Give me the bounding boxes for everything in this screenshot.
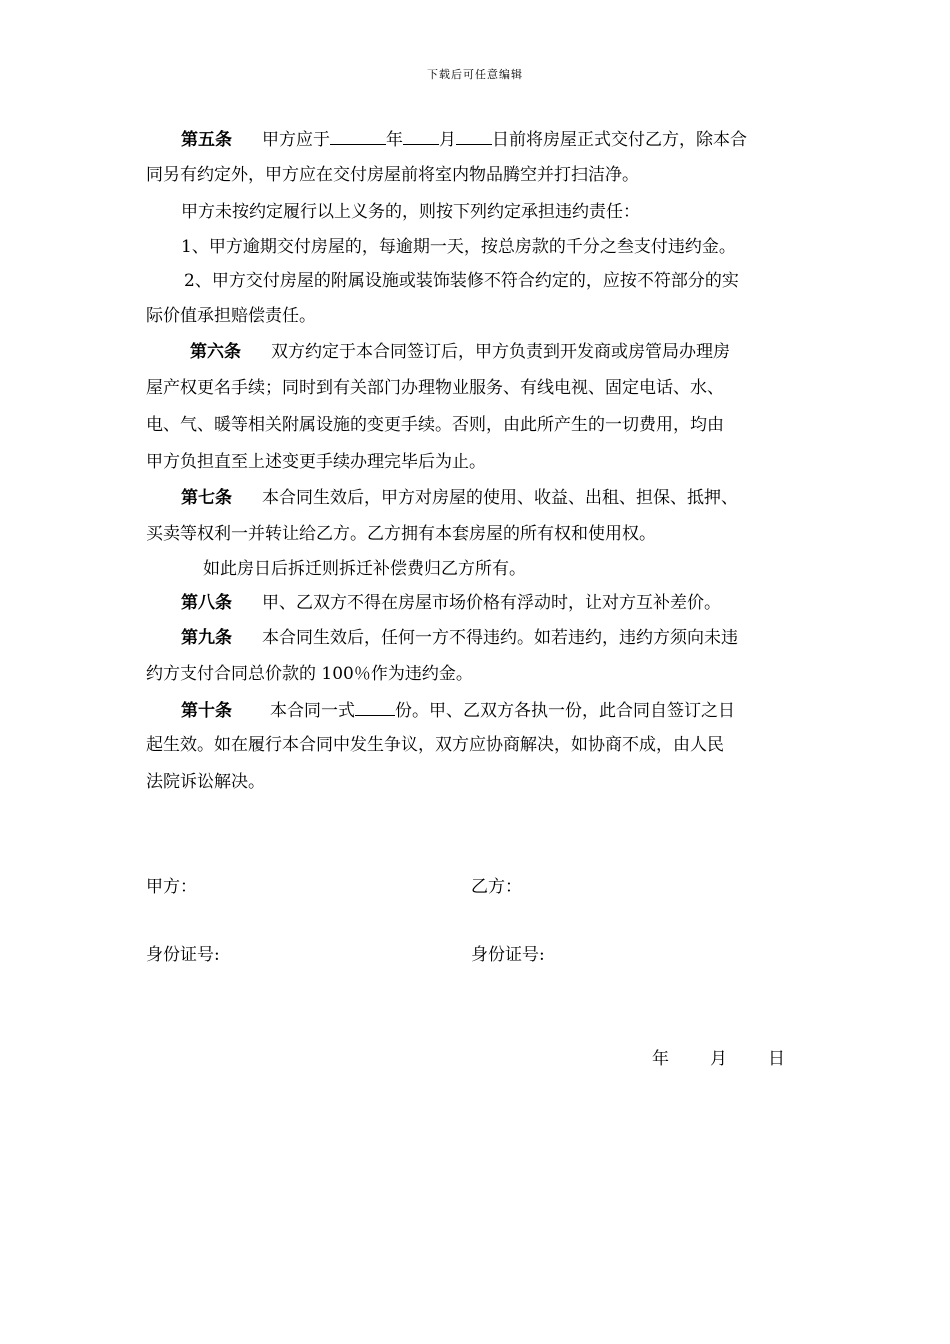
page-header: 下载后可任意编辑 <box>427 68 523 81</box>
article-9-line-1 <box>181 628 738 648</box>
month-blank[interactable] <box>403 128 439 145</box>
article-7-line-1 <box>181 488 738 508</box>
article-10-line-1 <box>181 699 735 721</box>
article-6-title: 第六条 <box>190 342 241 362</box>
article-5-line-1 <box>181 128 747 150</box>
article-9-text: 本合同生效后，任何一方不得违约。如若违约，违约方须向未违 <box>262 628 738 648</box>
year-label: 年 <box>386 130 403 150</box>
article-6-line-2: 屋产权更名手续；同时到有关部门办理物业服务、有线电视、固定电话、水、 <box>146 378 724 398</box>
article-5-text-cont: 日前将房屋正式交付乙方，除本合 <box>492 130 747 150</box>
party-b-id-label: 身份证号: <box>471 945 545 965</box>
article-10-line-3: 法院诉讼解决。 <box>146 772 265 792</box>
article-10-line-2: 起生效。如在履行本合同中发生争议，双方应协商解决，如协商不成，由人民 <box>146 735 724 755</box>
month-label: 月 <box>439 130 456 150</box>
article-6-line-1 <box>190 342 730 362</box>
article-6-line-4: 甲方负担直至上述变更手续办理完毕后为止。 <box>146 452 486 472</box>
day-blank[interactable] <box>456 128 492 145</box>
article-10-text-cont: 份。甲、乙双方各执一份，此合同自签订之日 <box>395 701 735 721</box>
article-7-line-3: 如此房日后拆迁则拆迁补偿费归乙方所有。 <box>203 559 526 579</box>
article-6-line-3: 电、气、暖等相关附属设施的变更手续。否则，由此所产生的一切费用，均由 <box>146 415 724 435</box>
article-8-title: 第八条 <box>181 593 232 613</box>
article-10-text: 本合同一式 <box>270 701 355 721</box>
article-9-line-2: 约方支付合同总价款的 100％作为违约金。 <box>146 664 473 684</box>
article-7-text: 本合同生效后，甲方对房屋的使用、收益、出租、担保、抵押、 <box>262 488 738 508</box>
article-5-line-2: 同另有约定外，甲方应在交付房屋前将室内物品腾空并打扫洁净。 <box>146 165 639 185</box>
article-8-text: 甲、乙双方不得在房屋市场价格有浮动时，让对方互补差价。 <box>262 593 721 613</box>
copies-blank[interactable] <box>355 699 395 716</box>
article-5-line-5: 2、甲方交付房屋的附属设施或装饰装修不符合约定的，应按不符部分的实 <box>184 271 739 291</box>
party-a-label: 甲方： <box>146 877 197 897</box>
article-5-line-6: 际价值承担赔偿责任。 <box>146 306 316 326</box>
article-5-title: 第五条 <box>181 130 232 150</box>
article-8-line-1 <box>181 593 721 613</box>
article-6-text: 双方约定于本合同签订后，甲方负责到开发商或房管局办理房 <box>271 342 730 362</box>
article-7-line-2: 买卖等权利一并转让给乙方。乙方拥有本套房屋的所有权和使用权。 <box>146 524 656 544</box>
date-day-label: 日 <box>768 1049 785 1069</box>
party-b-label: 乙方： <box>471 877 522 897</box>
date-month-label: 月 <box>710 1049 727 1069</box>
article-7-title: 第七条 <box>181 488 232 508</box>
article-5-line-3: 甲方未按约定履行以上义务的，则按下列约定承担违约责任： <box>181 202 640 222</box>
article-5-text: 甲方应于 <box>262 130 330 150</box>
article-5-line-4: 1、甲方逾期交付房屋的，每逾期一天，按总房款的千分之叁支付违约金。 <box>181 237 736 257</box>
party-a-id-label: 身份证号: <box>146 945 220 965</box>
article-10-title: 第十条 <box>181 701 232 721</box>
article-9-title: 第九条 <box>181 628 232 648</box>
year-blank[interactable] <box>330 128 386 145</box>
date-year-label: 年 <box>652 1049 669 1069</box>
